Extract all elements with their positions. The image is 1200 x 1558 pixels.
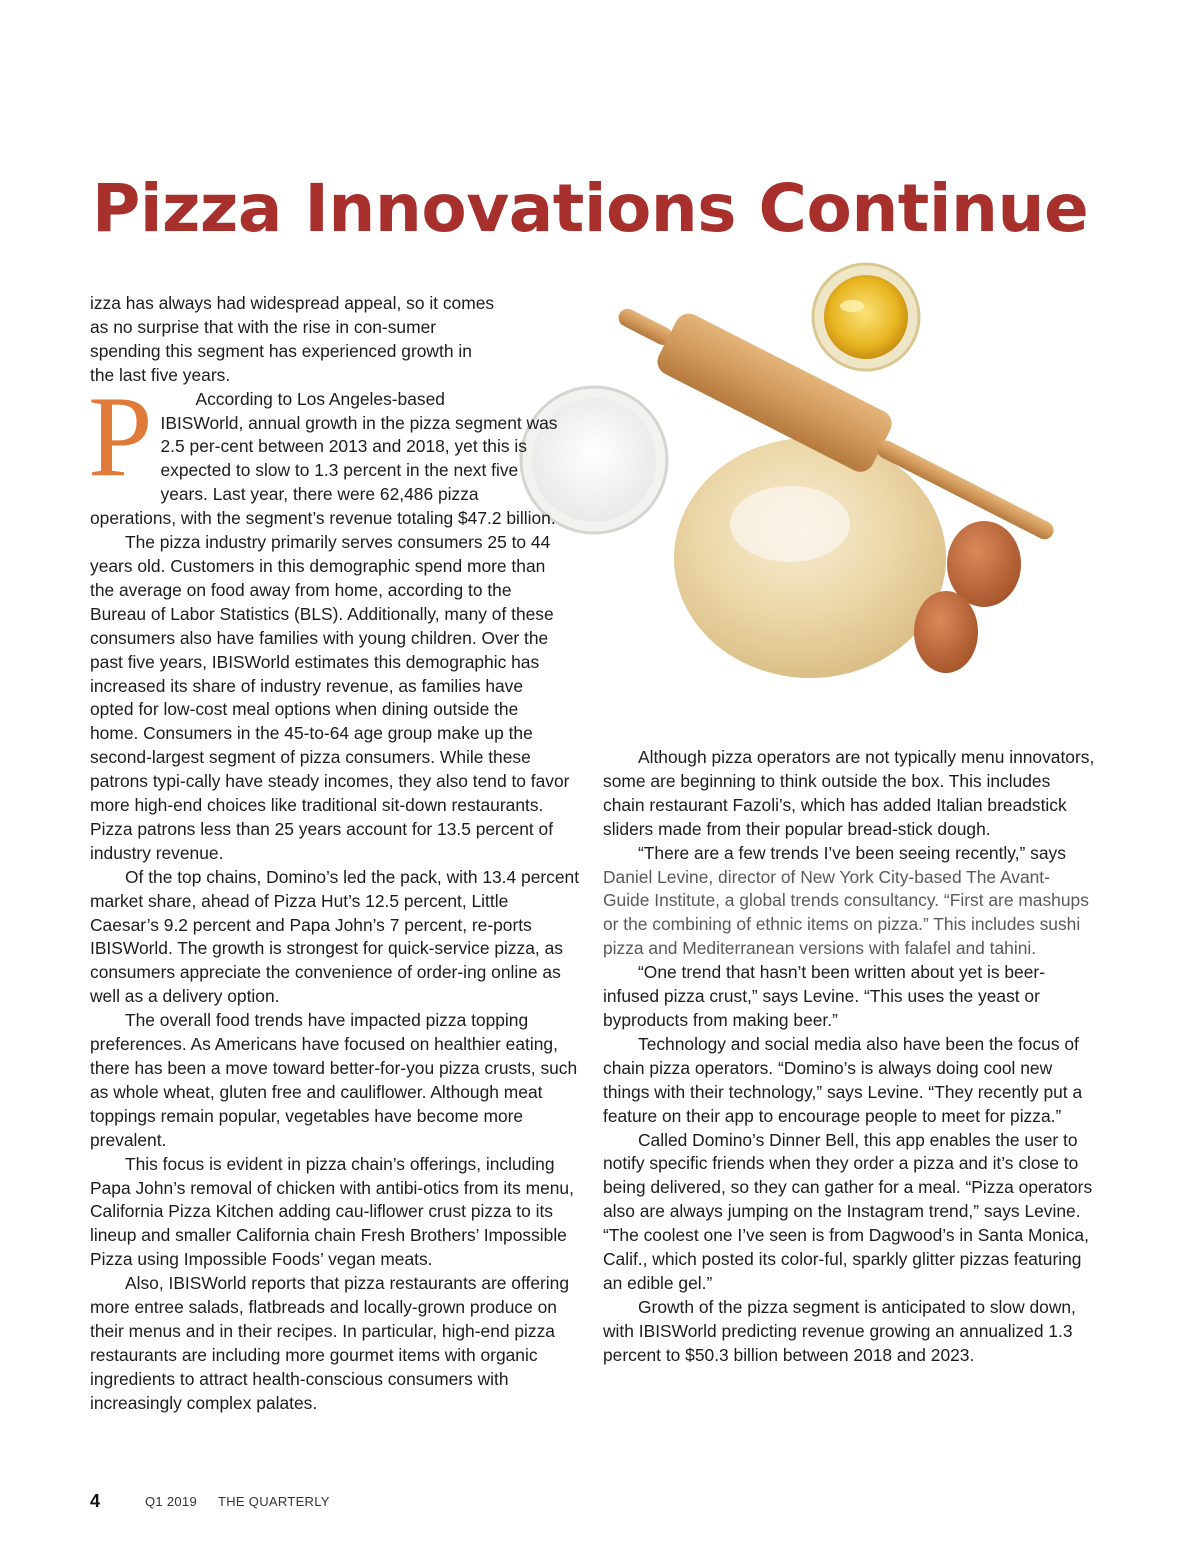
body-paragraph: This focus is evident in pizza chain’s offerings, including Papa John’s removal of chicken with antibi-otics from its menu, California Pizza Kitchen adding cau-liflower crust pizza to its lineup and smaller California chain Fresh Brothers’ Impossible Pizza using Impossible Foods’ vegan meats.	[90, 1153, 574, 1270]
left-column	[90, 292, 580, 1416]
intro-paragraph: izza has always had widespread appeal, so it comes as no surprise that with the rise in con-sumer spending this segment has experienced growth in the last five years.	[90, 293, 495, 385]
body-paragraph: The pizza industry primarily serves consumers 25 to 44 years old. Customers in this demographic spend more than the average on food away from home, according to the Bureau of Labor Statistics (BLS). Additionally, many of these consumers also have families with young children. Over the past five years, IBISWorld estimates this demographic has increased its share of industry revenue, as families have opted for low-cost meal options when dining outside the home. Consumers in the 45-to-64 age group make up the second-largest segment of pizza consumers. While these patrons typi-cally have steady incomes, they also tend to favor more high-end choices like traditional sit-down restaurants. Pizza patrons less than 25 years account for 13.5 percent of industry revenue.	[90, 532, 570, 863]
quote-text-continued: Daniel Levine, director of New York City-based The Avant-Guide Institute, a global trends consultancy. “First are mashups or the combining of ethnic items on pizza.” This includes sushi pizza and Mediterranean versions with falafel and tahini.	[603, 866, 1089, 959]
body-paragraph: The overall food trends have impacted pizza topping preferences. As Americans have focused on healthier eating, there has been a move toward better-for-you pizza crusts, such as whole wheat, gluten free and cauliflower. Although meat toppings remain popular, vegetables have become more prevalent.	[90, 1010, 578, 1150]
body-paragraph: “One trend that hasn’t been written about yet is beer-infused pizza crust,” says Levine. “This uses the yeast or byproducts from making beer.”	[603, 962, 1045, 1030]
body-paragraph: Technology and social media also have been the focus of chain pizza operators. “Domino’s is always doing cool new things with their technology,” says Levine. “They recently put a feature on their app to encourage people to meet for pizza.”	[603, 1033, 1083, 1126]
body-paragraph: Also, IBISWorld reports that pizza restaurants are offering more entree salads, flatbreads and locally-grown produce on their menus and in their recipes. In particular, high-end pizza restaurants are including more gourmet items with organic ingredients to attract health-conscious consumers with increasingly complex palates.	[90, 1273, 569, 1413]
body-paragraph: Although pizza operators are not typically menu innovators, some are beginning to think outside the box. This includes chain restaurant Fazoli’s, which has added Italian breadstick sliders made from their popular bread-stick dough.	[603, 747, 1095, 839]
pizza-ingredients-photo	[500, 262, 1100, 702]
publication-name: THE QUARTERLY	[218, 1494, 330, 1509]
dough-ball	[674, 438, 946, 678]
body-paragraph	[603, 842, 1095, 962]
right-column	[603, 746, 1095, 1368]
drop-cap: P	[88, 373, 153, 501]
body-paragraph: Called Domino’s Dinner Bell, this app enables the user to notify specific friends when they order a pizza and it’s close to being delivered, so they can gather for a meal. “Pizza operators also are always jumping on the Instagram trend,” says Levine. “The coolest one I’ve seen is from Dagwood’s in Santa Monica, Calif., which posted its color-ful, sparkly glitter pizzas featuring an edible gel.”	[603, 1129, 1093, 1293]
page-number: 4	[90, 1491, 101, 1511]
body-paragraph: Of the top chains, Domino’s led the pack, with 13.4 percent market share, ahead of Pizza Hut’s 12.5 percent, Little Caesar’s 9.2 percent and Papa John’s 7 percent, re-ports IBISWorld. The growth is strongest for quick-service pizza, as consumers appreciate the convenience of order-ing online as well as a delivery option.	[90, 866, 580, 1007]
article-headline: Pizza Innovations Continue	[92, 170, 1089, 247]
issue-date: Q1 2019	[145, 1494, 197, 1509]
quote-text: “There are a few trends I’ve been seeing recently,” says	[638, 842, 1066, 863]
oil-bowl	[813, 264, 919, 370]
body-paragraph: According to Los Angeles-based IBISWorld, annual growth in the pizza segment was 2.5 per-cent between 2013 and 2018, yet this is expected to slow to 1.3 percent in the next five years. Last year, there were 62,486 pizza operations, with the segment’s revenue totaling $47.2 billion.	[90, 388, 558, 529]
body-paragraph: Growth of the pizza segment is anticipated to slow down, with IBISWorld predicting revenue growing an annualized 1.3 percent to $50.3 billion between 2018 and 2023.	[603, 1296, 1076, 1365]
